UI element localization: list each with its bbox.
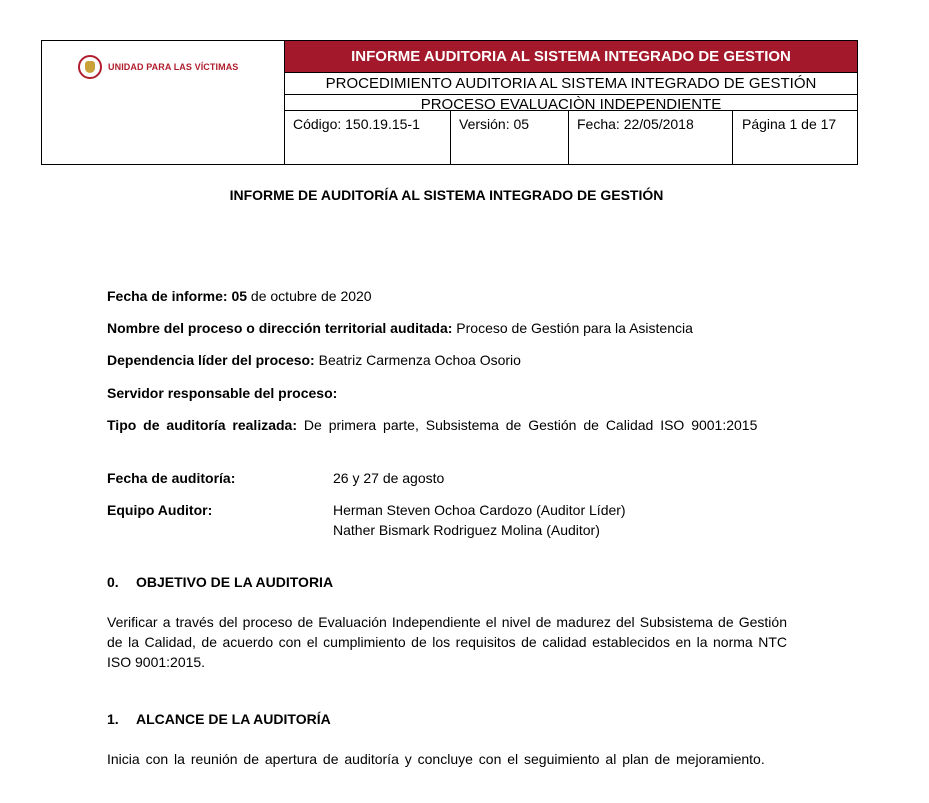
unidad-victimas-logo xyxy=(78,55,238,79)
document-title: INFORME DE AUDITORÍA AL SISTEMA INTEGRADO DE GESTIÓN xyxy=(229,187,664,203)
audit-date-label: Fecha de auditoría: xyxy=(107,470,236,486)
audit-type-value: De primera parte, Subsistema de Gestión de Calidad ISO 9001:2015 xyxy=(303,417,758,433)
logo-cell xyxy=(42,41,285,164)
report-title-banner: INFORME AUDITORIA AL SISTEMA INTEGRADO DE GESTION xyxy=(285,41,857,73)
coat-of-arms-icon xyxy=(78,55,102,79)
process-name-field xyxy=(107,318,787,338)
section-number: 1. xyxy=(107,711,119,727)
audit-date-value: 26 y 27 de agosto xyxy=(333,470,445,486)
responsible-field xyxy=(107,383,787,403)
audit-team-label: Equipo Auditor: xyxy=(107,502,213,518)
audit-type-label: Tipo de auditoría realizada: xyxy=(107,417,304,433)
page-number: Página 1 de 17 xyxy=(742,116,837,132)
responsible-label: Servidor responsable del proceso: xyxy=(107,385,338,401)
audit-team-member-2: Nather Bismark Rodriguez Molina (Auditor) xyxy=(333,522,600,538)
audit-team-member-1: Herman Steven Ochoa Cardozo (Auditor Líder) xyxy=(333,502,626,518)
lead-dependency-label: Dependencia líder del proceso: xyxy=(107,352,319,368)
report-date-value: de octubre de 2020 xyxy=(247,288,372,304)
section-heading-scope xyxy=(107,711,331,727)
doc-code: Código: 150.19.15-1 xyxy=(285,111,451,164)
section-heading-objective xyxy=(107,574,333,590)
process-name xyxy=(285,95,857,111)
report-date-field xyxy=(107,286,787,306)
lead-dependency-field xyxy=(107,350,787,370)
document-meta-row xyxy=(285,111,857,164)
process-name-label: Nombre del proceso o dirección territorial auditada: xyxy=(107,320,457,336)
procedure-name: PROCEDIMIENTO AUDITORIA AL SISTEMA INTEGRADO DE GESTIÓN xyxy=(285,73,857,95)
objective-paragraph: Verificar a través del proceso de Evaluación Independiente el nivel de madurez del Subsistema de Gestión de la Calidad, de acuerdo con el cumplimiento de los requisitos de calidad establecidos en la norma NTC ISO 9001:2015. xyxy=(107,614,787,670)
logo-text: UNIDAD PARA LAS VÍCTIMAS xyxy=(108,62,239,72)
process-name-value: Proceso de Gestión para la Asistencia xyxy=(456,320,693,336)
audit-team-field xyxy=(107,500,787,540)
audit-date-field xyxy=(107,468,787,488)
section-number: 0. xyxy=(107,574,119,590)
scope-paragraph: Inicia con la reunión de apertura de auditoría y concluye con el seguimiento al plan de mejoramiento. xyxy=(107,751,765,767)
lead-dependency-value: Beatriz Carmenza Ochoa Osorio xyxy=(318,352,521,368)
section-title: OBJETIVO DE LA AUDITORIA xyxy=(136,574,334,590)
report-date-day: 05 xyxy=(231,288,248,304)
process-name-text: PROCESO EVALUACIÒN INDEPENDIENTE xyxy=(420,96,722,111)
document-header-table xyxy=(41,40,858,165)
report-date-label: Fecha de informe: xyxy=(107,288,232,304)
doc-version: Versión: 05 xyxy=(451,111,569,164)
section-title: ALCANCE DE LA AUDITORÍA xyxy=(136,711,331,727)
doc-date: Fecha: 22/05/2018 xyxy=(569,111,733,164)
audit-type-field xyxy=(107,415,787,435)
